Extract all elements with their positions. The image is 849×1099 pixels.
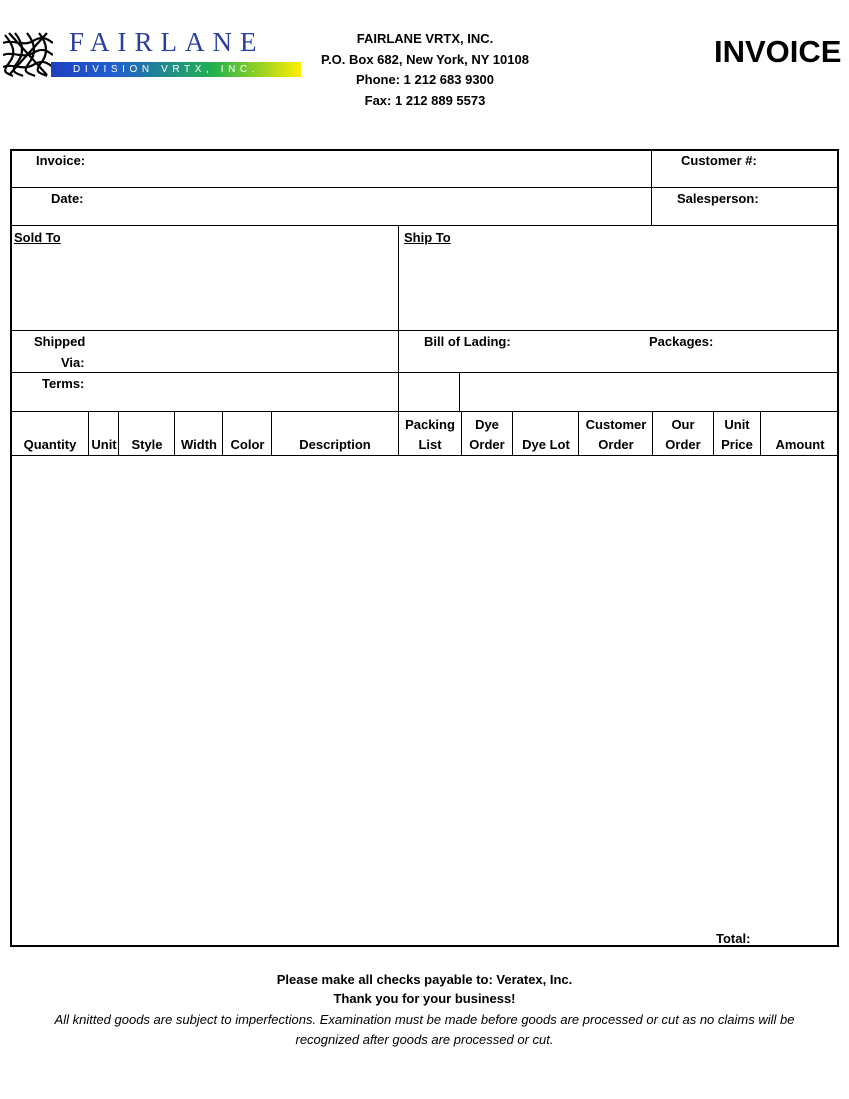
column-packing-list-line2: List bbox=[418, 437, 442, 452]
logo-wordmark: FAIRLANE bbox=[69, 27, 265, 57]
divider bbox=[651, 150, 652, 226]
column-unit-price-line1: Unit bbox=[724, 417, 750, 432]
column-dye-order-line2: Order bbox=[469, 437, 505, 452]
column-packing-list bbox=[399, 415, 461, 455]
thank-you-note: Thank you for your business! bbox=[333, 991, 516, 1006]
invoice-form bbox=[10, 149, 839, 947]
column-dye-order-line1: Dye bbox=[475, 417, 499, 432]
divider bbox=[11, 225, 839, 226]
ship-to-label: Ship To bbox=[404, 230, 451, 245]
packages-label: Packages: bbox=[649, 334, 714, 349]
divider bbox=[11, 372, 839, 373]
disclaimer-line-2: recognized after goods are processed or cut. bbox=[295, 1032, 554, 1047]
invoice-label: Invoice: bbox=[36, 153, 86, 168]
divider bbox=[459, 372, 460, 412]
column-width: Width bbox=[181, 437, 217, 452]
column-unit: Unit bbox=[91, 437, 117, 452]
logo bbox=[3, 27, 301, 78]
column-customer-order bbox=[579, 415, 653, 455]
company-name: FAIRLANE VRTX, INC. bbox=[356, 31, 494, 46]
column-quantity: Quantity bbox=[23, 437, 77, 452]
document-title: INVOICE bbox=[714, 34, 842, 69]
column-description: Description bbox=[299, 437, 371, 452]
total-label: Total: bbox=[716, 931, 751, 946]
column-dye-order bbox=[462, 415, 512, 455]
column-customer-order-line1: Customer bbox=[585, 417, 647, 432]
company-fax: Fax: 1 212 889 5573 bbox=[364, 93, 486, 108]
divider bbox=[11, 330, 839, 331]
terms-label: Terms: bbox=[42, 376, 85, 391]
divider bbox=[11, 455, 839, 456]
company-address: P.O. Box 682, New York, NY 10108 bbox=[321, 52, 529, 67]
sold-to-label: Sold To bbox=[14, 230, 61, 245]
column-dye-lot: Dye Lot bbox=[522, 437, 570, 452]
column-unit-price bbox=[714, 415, 760, 455]
column-customer-order-line2: Order bbox=[598, 437, 634, 452]
via-label: Via: bbox=[61, 355, 85, 370]
column-our-order-line1: Our bbox=[671, 417, 695, 432]
date-label: Date: bbox=[51, 191, 84, 206]
column-amount: Amount bbox=[775, 437, 825, 452]
column-packing-list-line1: Packing bbox=[405, 417, 455, 432]
column-our-order-line2: Order bbox=[665, 437, 701, 452]
disclaimer-line-1: All knitted goods are subject to imperfections. Examination must be made before goods are processed or cut as no claims will be bbox=[54, 1012, 795, 1027]
column-our-order bbox=[653, 415, 713, 455]
company-phone: Phone: 1 212 683 9300 bbox=[355, 72, 495, 87]
column-style: Style bbox=[131, 437, 163, 452]
checks-payable-note: Please make all checks payable to: Veratex, Inc. bbox=[276, 972, 573, 987]
column-unit-price-line2: Price bbox=[721, 437, 753, 452]
divider bbox=[11, 411, 839, 412]
customer-number-label: Customer #: bbox=[681, 153, 757, 168]
shipped-label: Shipped bbox=[34, 334, 86, 349]
salesperson-label: Salesperson: bbox=[677, 191, 759, 206]
divider bbox=[11, 187, 839, 188]
net-pattern-icon bbox=[3, 31, 53, 77]
bill-of-lading-label: Bill of Lading: bbox=[424, 334, 511, 349]
logo-subtitle: DIVISION VRTX, INC. bbox=[73, 64, 260, 75]
column-color: Color bbox=[230, 437, 265, 452]
